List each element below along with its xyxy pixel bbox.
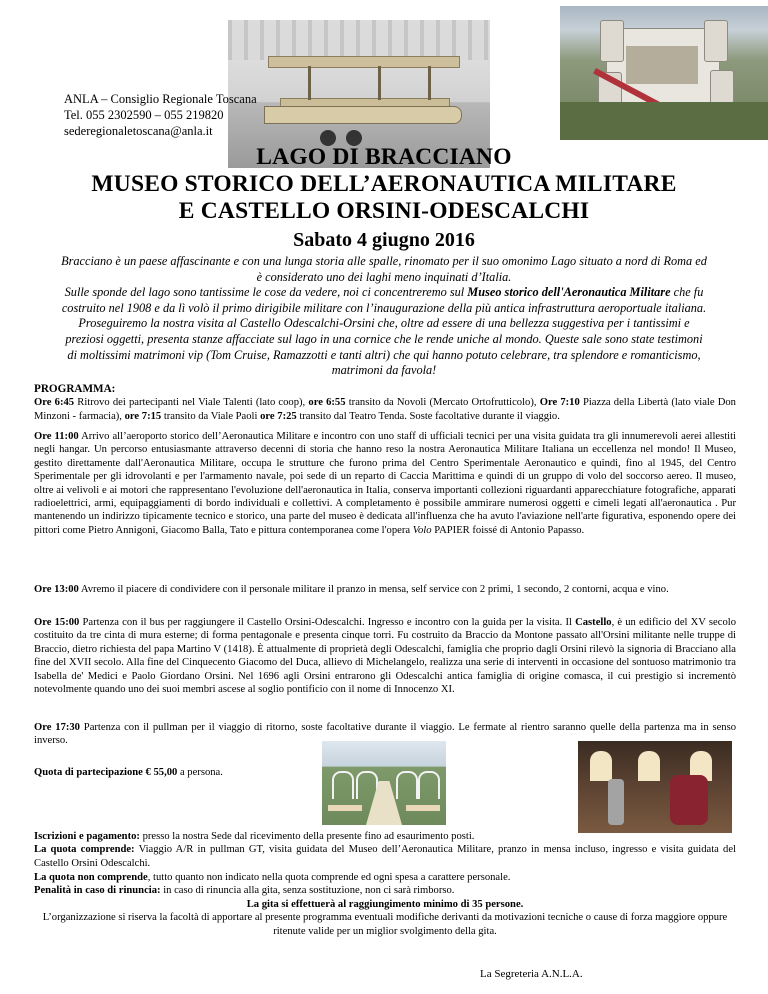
intro-text [60,254,708,379]
program-step-castle: Ore 15:00 Partenza con il bus per raggiungere il Castello Orsini-Odescalchi. Ingresso e incontro con la guida per la visita. Il Castello, è un edificio del XV secolo costituito da tre cinta di mura esterne; di forma pentagonale e presenta cinque torri. Fu costruito da Braccio da Montone passato all'Orsini militante nelle truppe di Braccio, dietro richiesta del papa Martino V (1418). È attualmente di proprietà degli Odescalchi, famiglia che proprio dagli Orsini rilevò la signoria di Bracciano alla fine del XVII secolo. Alla fine del Cinquecento Giacomo del Duca, allievo di Michelangelo, realizza una serie di interventi in occasione del sontuoso matrimonio tra Isabella de' Medici e Paolo Giordano Orsini. Nel 1696 agli Orsini entrarono gli Odescalchi antica famiglia di origine comasca, il cui prestigio si incrementò notevolmente quando uno dei suoi membri ascese al soglio pontificio con il nome di Innocenzo XI. [34,617,736,696]
title-line-3: E CASTELLO ORSINI-ODESCALCHI [178,198,590,224]
program-step-departure: Ore 6:45 Ritrovo dei partecipanti nel Viale Talenti (lato coop), ore 6:55 transito da Novoli (Mercato Ortofrutticolo), Ore 7:10 Piazza della Libertà (lato viale Don Minzoni - farmacia), ore 7:15 transito da Viale Paoli ore 7:25 transito dal Teatro Tenda. Soste facoltative durante il viaggio. [34,397,736,422]
info-section [34,830,736,870]
program-step-lunch: Ore 13:00 Avremo il piacere di condividere con il personale militare il pranzo in mensa, self service con 2 primi, 1 secondo, 2 contorni, acqua e vino. [34,584,669,595]
signature: La Segreteria A.N.L.A. [480,968,583,980]
minimum-participants: La gita si effettuerà al raggiungimento minimo di 35 persone. [246,898,524,910]
email-address[interactable]: sederegionaletoscana@anla.it [64,124,213,138]
title-line-1: LAGO DI BRACCIANO [256,144,512,170]
intro-paragraph-3: Proseguiremo la nostra visita al Castello Odescalchi-Orsini che, oltre ad essere di una bellezza suggestiva per i tantissimi e preziosi oggetti, presenta stanze affacciate sul lago in una cornice che le rende uniche al mondo. Queste sale sono state testimoni di moltissimi matrimoni vip (Tom Cruise, Ramazzotti e tanti altri) che qui hanno potuto celebrare, tra splendore e romanticismo, matrimoni da favola! [65,316,703,378]
intro-paragraph-1: Bracciano è un paese affascinante e con una lunga storia alle spalle, rinomato per il suo omonimo Lago situato a nord di Roma ed è considerato uno dei laghi meno inquinati d’Italia. [61,254,707,284]
price-line: Quota di partecipazione € 55,00 a persona. [34,767,223,778]
castle-hall-photo [578,741,732,833]
castle-aerial-photo [560,6,768,140]
page-title [0,144,768,225]
org-name: ANLA – Consiglio Regionale Toscana [64,92,257,106]
event-date: Sabato 4 giugno 2016 [293,229,475,251]
title-line-2: MUSEO STORICO DELL’AERONAUTICA MILITARE [91,171,677,197]
intro-paragraph-2: Sulle sponde del lago sono tantissime le cose da vedere, noi ci concentreremo sul Museo storico dell'Aeronautica Militare che fu costruito nel 1908 e da lì volò il primo dirigibile militare con l’inaugurazione della più antica infrastruttura aeroportuale italiana. [61,285,707,315]
terms-section [34,871,736,938]
registration-info: Iscrizioni e pagamento: presso la nostra Sede dal ricevimento della presente fino ad esaurimento posti. [34,831,475,842]
program-step-museum: Ore 11:00 Arrivo all’aeroporto storico dell’Aeronautica Militare e incontro con uno staff di ufficiali tecnici per una visita guidata tra gli innumerevoli aerei allestiti negli hangar. Un percorso entusiasmante attraverso decenni di storia che hanno reso la nostra Aeronautica Militare Italiana un eccellenza nel mondo! Il Museo, gestito direttamente dall'Aeronautica Militare, occupa le strutture che furono prima del Centro Sperimentale Aeronautico e quindi, fino al 1945, del Centro Sperimentale per gli idrovolanti e per l'armamento navale, poi sede di un reparto di Caccia Marittima e quindi di un gruppo di volo del soccorso aereo. Il museo, oltre ai velivoli e ai motori che rappresentano l'evoluzione dell'aeronautica in Italia, conserva importanti collezioni riguardanti apparecchiature fotografiche, apparati radioelettrici, armi, equipaggiamenti di bordo individuali e collettivi. A completamento è possibile ammirare numerosi oggetti e cimeli legati all'aeronautica . Pur mantenendo un indirizzo tipicamente tecnico e storico, una parte del museo è dedicata all'influenza che ha avuto l'aviazione nell'arte figurativa, esponendo opere dei pittori come Pietro Annigoni, Giacomo Balla, Tato e pittura contemporanea come l'opera Volo PAPIER foissé di Antonio Papasso. [34,431,737,536]
price-label: Quota di partecipazione € 55,00 [34,767,178,778]
phone-numbers: Tel. 055 2302590 – 055 219820 [64,108,224,122]
program-section [34,383,736,423]
excluded-info: La quota non comprende, tutto quanto non indicato nella quota comprende ed ogni spesa a carattere personale. [34,872,511,883]
included-info: La quota comprende: Viaggio A/R in pullman GT, visita guidata del Museo dell’Aeronautica Militare, pranzo in mensa incluso, ingresso e visita guidata del Castello Orsini Odescalchi. [34,844,736,869]
penalty-info: Penalità in caso di rinuncia: in caso di rinuncia alla gita, senza sostituzione, non ci sarà rimborso. [34,885,455,897]
program-heading: PROGRAMMA: [34,383,116,395]
disclaimer: L’organizzazione si riserva la facoltà di apportare al presente programma eventuali modifiche derivanti da motivazioni tecniche o cause di forza maggiore oppure ritenute valide per un miglior svolgimento della gita. [42,912,728,937]
garden-wedding-photo [322,741,446,825]
contact-block [64,91,257,139]
program-step-return: Ore 17:30 Partenza con il pullman per il viaggio di ritorno, soste facoltative durante il viaggio. Le fermate al rientro saranno quelle della partenza ma in senso inverso. [34,722,736,747]
